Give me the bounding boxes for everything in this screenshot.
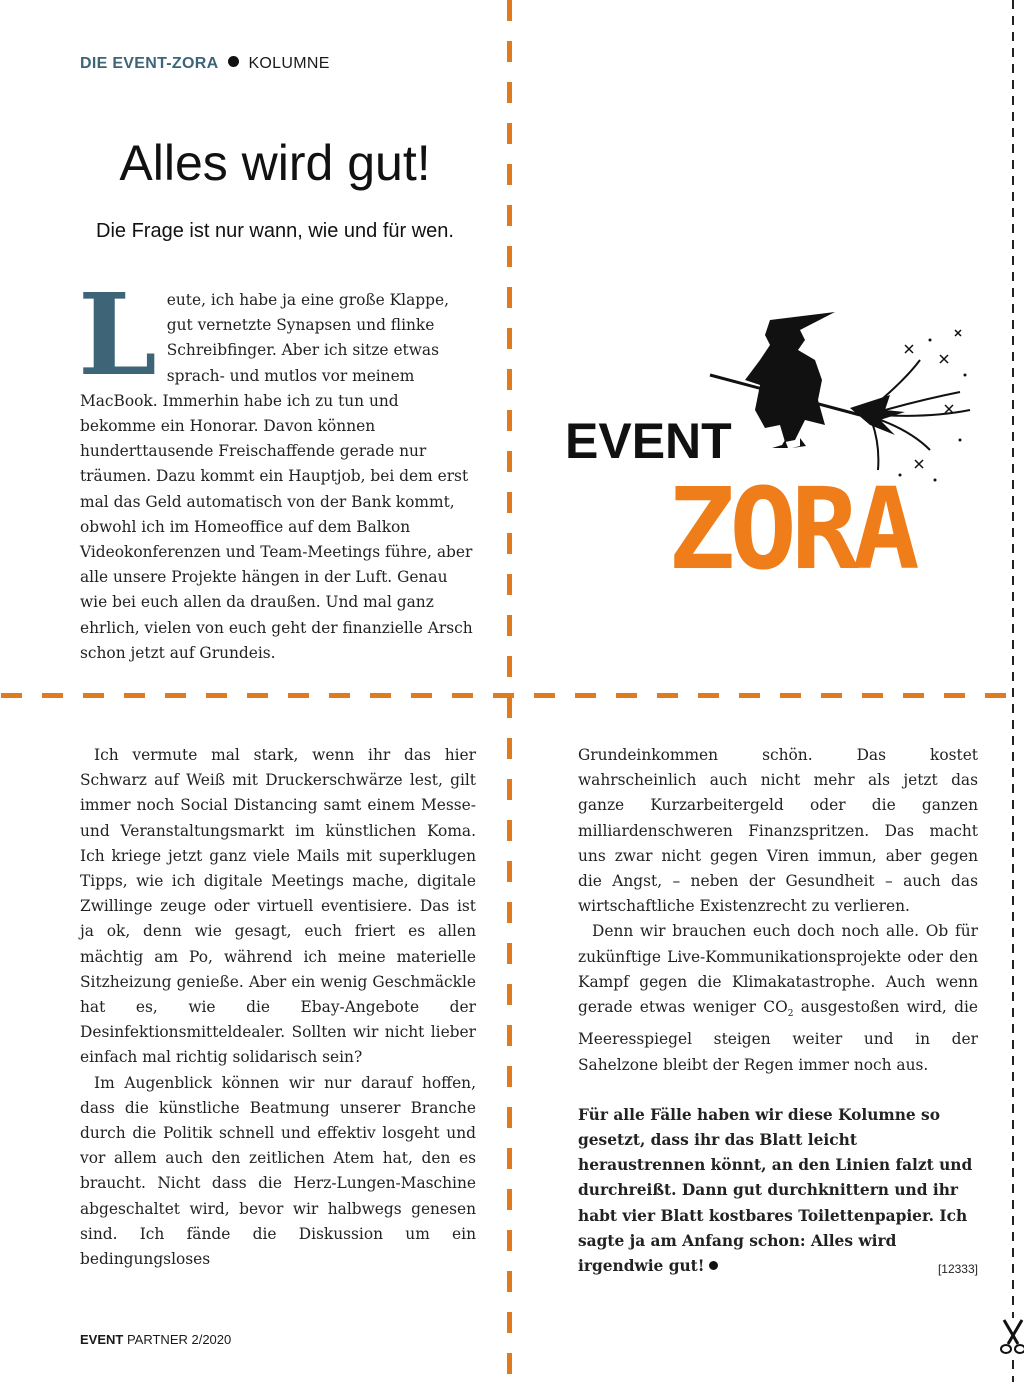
intro-text: eute, ich habe ja eine große Klappe, gut vernetzte Synapsen und flinke Schreibfinger. Aber ich sitze etwas sprach- und mutlos vor meinem MacBook. Immerhin habe ich zu tun und bekomme ein Honorar. Davon können hunderttausende Freischaffende gerade nur träumen. Dazu kommt ein Hauptjob, bei dem erst mal das Geld automatisch von der Bank kommt, obwohl ich im Homeoffice auf dem Balkon Videokonferenzen und Team-Meetings führe, aber alle unsere Projekte hängen in der Luft. Genau wie bei euch allen da draußen. Und mal ganz ehrlich, vielen von euch geht der finanzielle Arsch schon jetzt auf Grundeis. (80, 291, 473, 662)
horizontal-fold-line (1, 693, 1024, 698)
paragraph: Ich vermute mal stark, wenn ihr das hier Schwarz auf Weiß mit Druckerschwärze lest, gilt immer noch Social Distancing samt einem Messe- und Veranstaltungsmarkt im künstlichen Koma. Ich kriege jetzt ganz viele Mails mit superklugen Tipps, wie ich digitale Meetings mache, digitale Zwillinge zeuge oder virtuell eventisiere. Das ist ja ok, denn wie gesagt, euch friert es allen mächtig am Po, während ich meine materielle Sitzheizung genieße. Aber ein wenig Geschmäckle hat es, wie die Ebay-Angebote der Desinfektionsmitteldealer. Sollten wir nicht lieber einfach mal richtig solidarisch sein? (80, 746, 476, 1067)
end-mark-icon (709, 1261, 718, 1270)
witch-on-broom-icon (560, 300, 980, 590)
paragraph (578, 919, 978, 1077)
paragraph: Grundeinkommen schön. Das kostet wahrscheinlich auch nicht mehr als jetzt das ganze Kurzarbeitergeld oder die ganzen milliardenschweren Finanzspritzen. Das macht uns zwar nicht gegen Viren immun, aber gegen die Angst, – neben der Gesundheit – auch das wirtschaftliche Existenzrecht zu verlieren. (578, 746, 978, 916)
closing-text: Für alle Fälle haben wir diese Kolumne so gesetzt, dass ihr das Blatt leicht heraustrennen könnt, an den Linien falzt und durchreißt. Dann gut durchknittern und ihr habt vier Blatt kostbares Toilettenpapier. Ich sagte ja am Anfang schon: Alles wird irgendwie gut! (578, 1105, 973, 1275)
closing-paragraph (578, 1103, 978, 1279)
logo-event-text: EVENT (565, 413, 732, 469)
page-subtitle: Die Frage ist nur wann, wie und für wen. (96, 220, 454, 242)
kicker (80, 55, 330, 73)
footer-magazine-bold: EVENT (80, 1332, 124, 1347)
page-title: Alles wird gut! (119, 135, 431, 191)
cut-line (1012, 0, 1014, 1382)
drop-cap: L (78, 270, 157, 401)
footer-issue: PARTNER 2/2020 (123, 1332, 232, 1347)
footer (80, 1332, 231, 1347)
paragraph: Im Augenblick können wir nur darauf hoffen, dass die künstliche Beatmung unserer Branche durch die Politik schnell und effektiv losgeht und vor allem auch den zeitlichen Atem hat, den es braucht. Nicht dass die Herz-Lungen-Maschine abgeschaltet wird, bevor wir halbwegs genesen sind. Ich fände die Diskussion um ein bedingungsloses (80, 1073, 476, 1269)
bullet-icon (228, 56, 239, 67)
logo-zora-text: ZORA (668, 465, 914, 590)
column-right (578, 743, 978, 1282)
kicker-rubric: KOLUMNE (248, 55, 330, 72)
vertical-fold-line (507, 0, 512, 1382)
kicker-brand: DIE EVENT-ZORA (80, 55, 219, 72)
article-code: [12333] (937, 1261, 978, 1276)
paragraph-text: Denn wir brauchen euch doch noch alle. Ob für zukünftige Live-Kommunikationsprojekte oder den Kampf gegen die Klimakatastrophe. Auch wenn gerade etwas weniger CO (578, 922, 978, 1017)
event-zora-logo (560, 300, 980, 590)
scissors-icon (998, 1318, 1024, 1358)
subscript: 2 (787, 1009, 794, 1020)
intro-paragraph (78, 270, 476, 666)
paragraph-text: ausgestoßen wird, die Meeresspiegel steigen weiter und in der Sahelzone bleibt der Regen immer noch aus. (578, 998, 978, 1074)
column-left (80, 743, 476, 1272)
